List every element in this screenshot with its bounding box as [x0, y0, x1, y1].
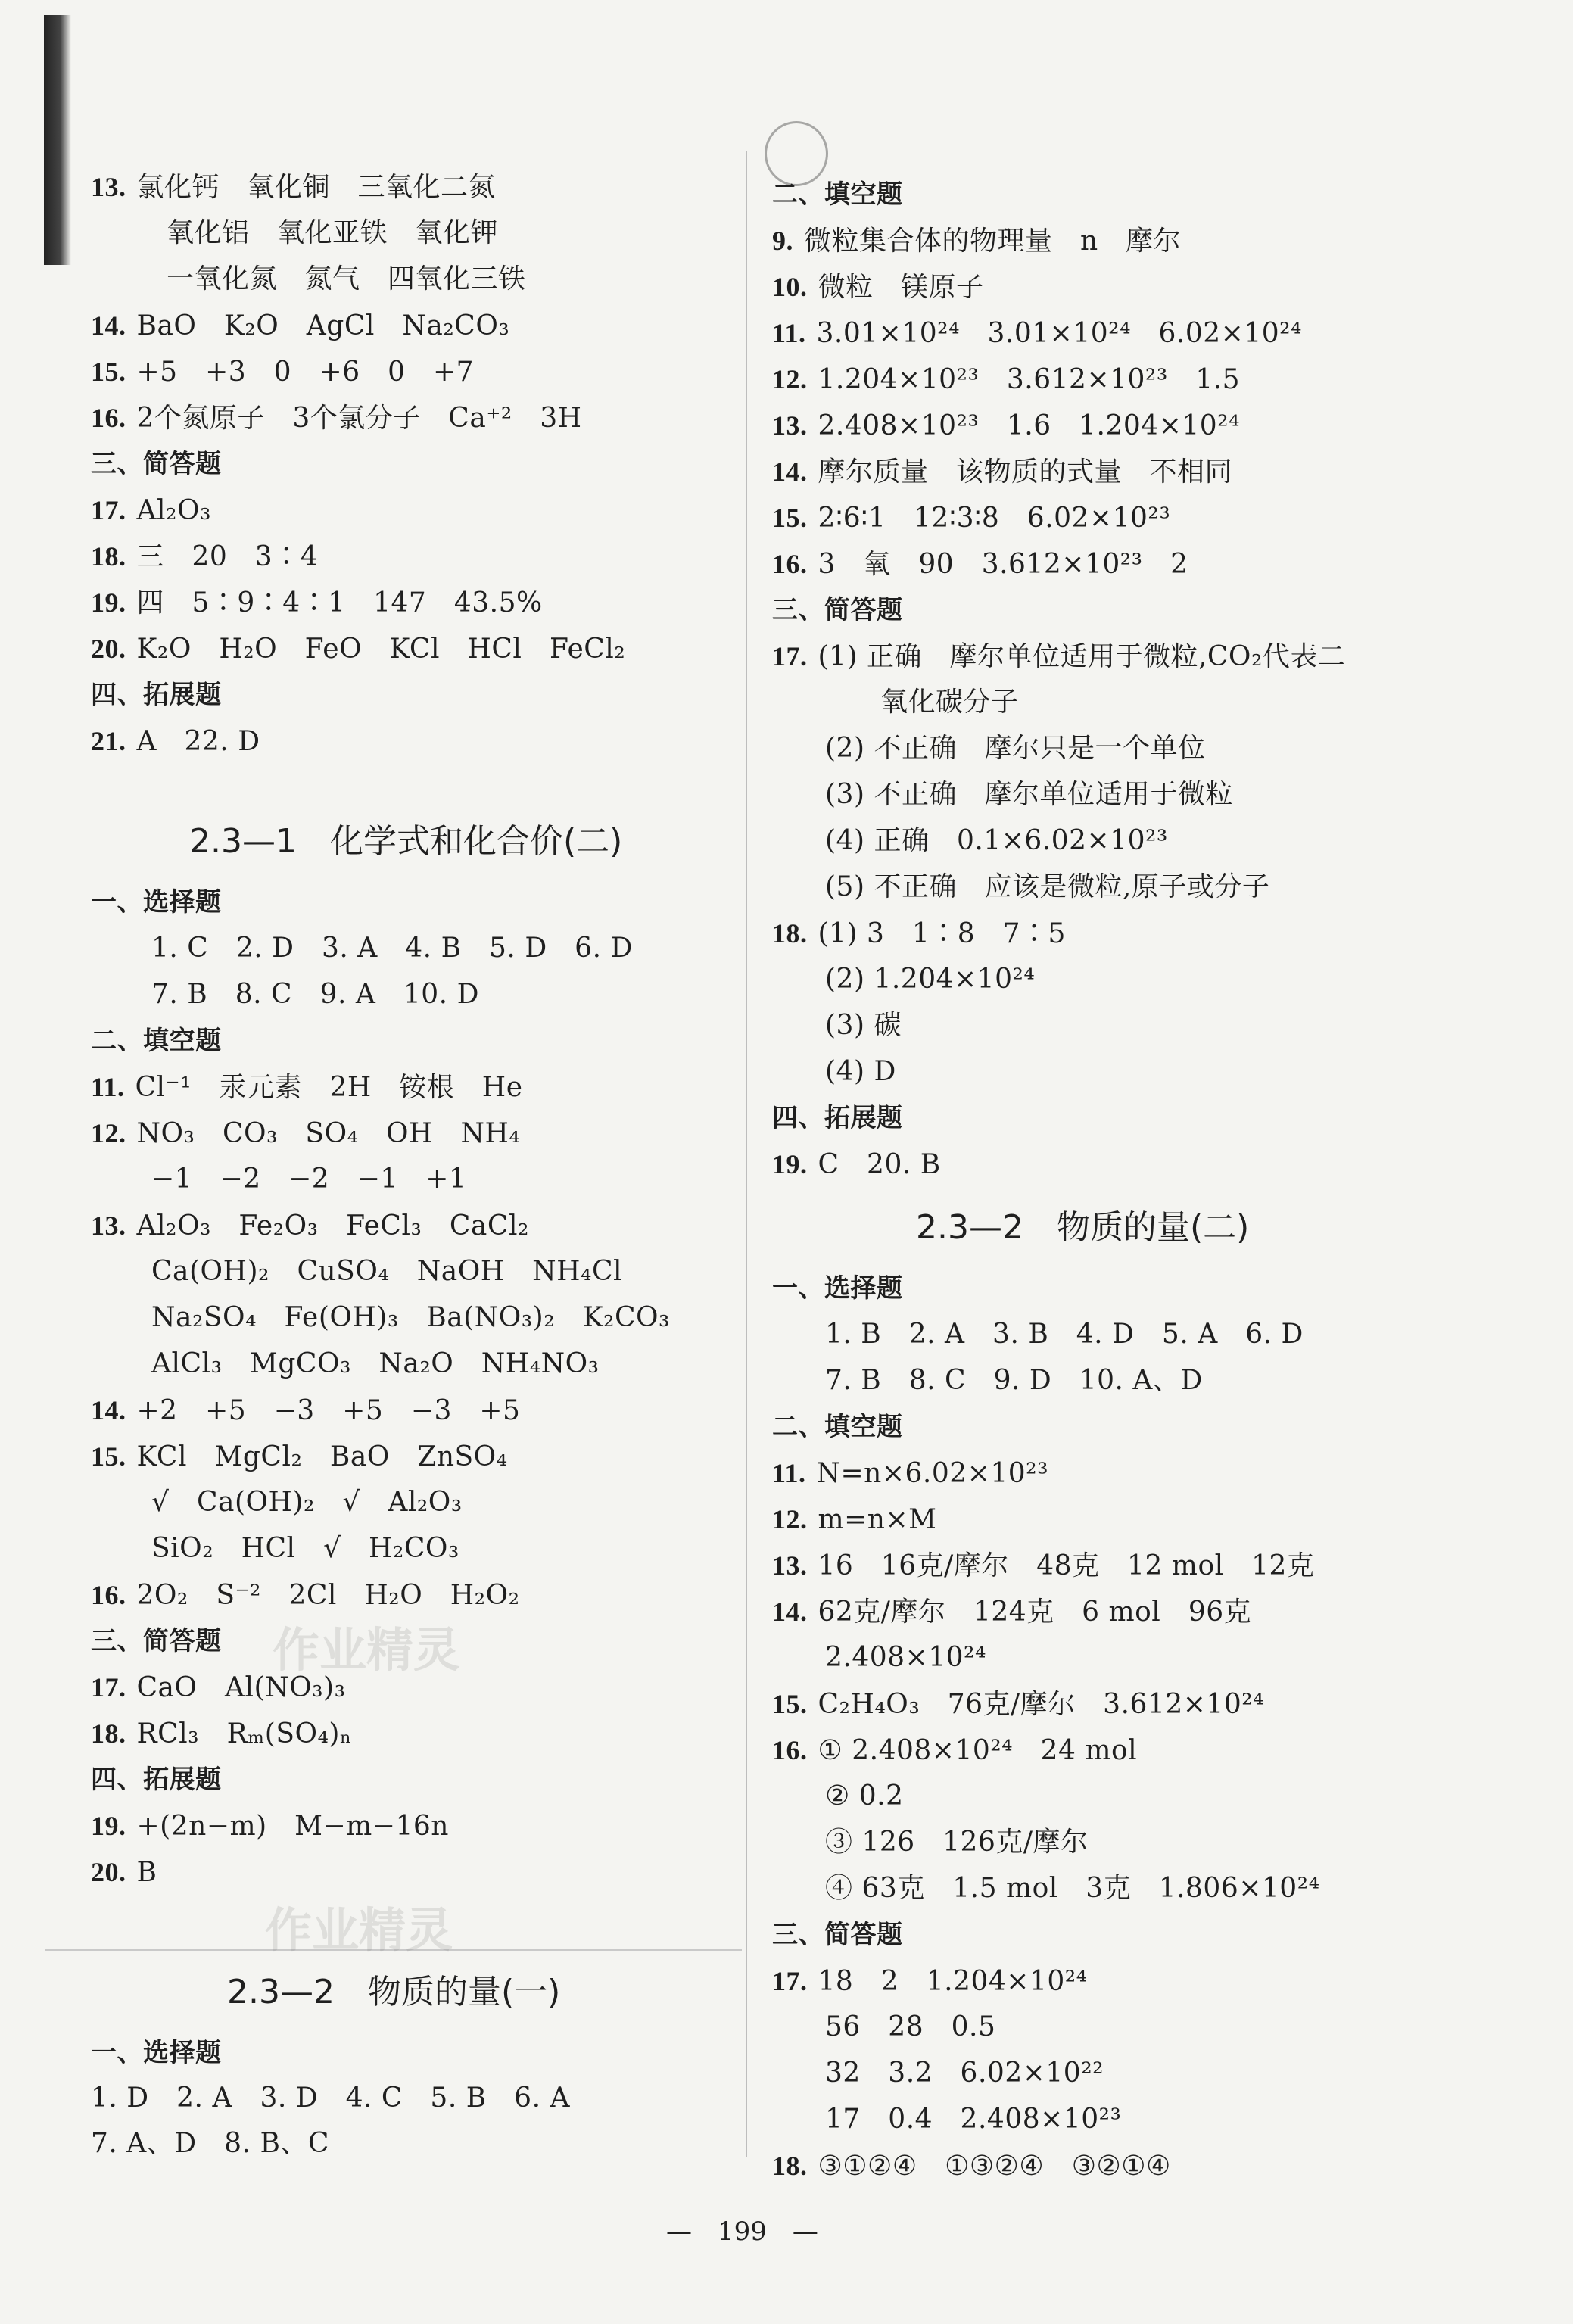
answer-text: ① 2.408×10²⁴ 24 mol [818, 1735, 1138, 1766]
question-number: 19. [91, 587, 126, 618]
answer-line [772, 1549, 1314, 1583]
answer-line [825, 963, 1035, 996]
answer-text: KCl MgCl₂ BaO ZnSO₄ [136, 1441, 508, 1472]
answer-text: (1) 3 1∶8 7∶5 [818, 918, 1066, 949]
answer-text: 18 2 1.204×10²⁴ [818, 1966, 1088, 1997]
answer-text: (5) 不正确 应该是微粒,原子或分子 [825, 871, 1270, 902]
section-heading: 三、简答题 [91, 1626, 222, 1656]
question-number: 13. [91, 1210, 126, 1241]
question-number: 17. [772, 641, 808, 671]
answer-text: 四 5∶9∶4∶1 147 43.5% [136, 587, 543, 618]
answer-line [825, 1872, 1320, 1905]
answer-text: 7. A、D 8. B、C [91, 2128, 329, 2159]
question-number: 17. [91, 495, 126, 525]
answer-text: (4) D [825, 1056, 896, 1087]
answer-line [91, 309, 509, 343]
answer-text: 16 16克/摩尔 48克 12 mol 12克 [818, 1550, 1315, 1581]
answer-text: 7. B 8. C 9. A 10. D [151, 979, 479, 1010]
answer-text: 一氧化氮 氮气 四氧化三铁 [167, 263, 526, 294]
answer-line [91, 1809, 449, 1843]
answer-text: 氯化钙 氧化铜 三氧化二氮 [136, 172, 497, 203]
page-number: — 199 — [666, 2217, 818, 2247]
question-number: 19. [772, 1149, 808, 1179]
answer-line [825, 2011, 995, 2044]
section-heading: 一、选择题 [91, 2038, 222, 2068]
answer-text: 2O₂ S⁻² 2Cl H₂O H₂O₂ [136, 1580, 520, 1611]
question-number: 18. [772, 918, 808, 949]
section-heading: 一、选择题 [772, 1273, 903, 1304]
answer-line [91, 2082, 570, 2115]
question-number: 14. [772, 1597, 808, 1627]
question-number: 13. [772, 1550, 808, 1581]
answer-line [772, 316, 1302, 350]
answer-line [151, 1532, 459, 1565]
answer-text: N=n×6.02×10²³ [816, 1458, 1049, 1489]
answer-text: m=n×M [818, 1504, 937, 1535]
answer-line [825, 1826, 1089, 1859]
answer-text: Na₂SO₄ Fe(OH)₃ Ba(NO₃)₂ K₂CO₃ [151, 1302, 670, 1333]
answer-text: +(2n−m) M−m−16n [136, 1811, 449, 1842]
answer-text: (2) 不正确 摩尔只是一个单位 [825, 733, 1206, 764]
answer-line [772, 270, 984, 304]
answer-text: 56 28 0.5 [825, 2011, 996, 2042]
binding-shadow [44, 15, 71, 265]
section-heading: 一、选择题 [91, 887, 222, 917]
answer-text: 2.408×10²³ 1.6 1.204×10²⁴ [818, 410, 1241, 441]
question-number: 11. [772, 1458, 806, 1488]
question-number: 9. [772, 226, 793, 256]
question-number: 18. [91, 1718, 126, 1749]
answer-line [91, 2127, 329, 2160]
answer-text: 微粒 镁原子 [818, 272, 984, 303]
stamp-logo [765, 121, 828, 186]
answer-line [91, 724, 260, 759]
answer-text: 17 0.4 2.408×10²³ [825, 2104, 1122, 2135]
answer-line [772, 1734, 1137, 1768]
answer-line [91, 1209, 529, 1243]
answer-line [825, 1009, 902, 1042]
answer-text: ③ 126 126克/摩尔 [825, 1827, 1089, 1858]
question-number: 14. [772, 456, 808, 487]
answer-text: 1.204×10²³ 3.612×10²³ 1.5 [818, 364, 1241, 395]
answer-line [772, 409, 1240, 443]
answer-text: +2 +5 −3 +5 −3 +5 [136, 1395, 521, 1426]
section-heading: 四、拓展题 [91, 680, 222, 710]
answer-line [772, 2149, 1171, 2183]
question-number: 15. [91, 1441, 126, 1472]
answer-line [151, 1347, 600, 1381]
section-heading: 二、填空题 [772, 179, 903, 210]
answer-line [825, 1364, 1203, 1397]
section-title: 2.3—2 物质的量(二) [916, 1208, 1250, 1247]
answer-text: 1. D 2. A 3. D 4. C 5. B 6. A [91, 2083, 570, 2114]
answer-text: A 22. D [136, 726, 260, 757]
answer-line [825, 732, 1205, 765]
answer-line [825, 1055, 896, 1089]
answer-line [772, 1595, 1251, 1629]
section-heading: 三、简答题 [91, 449, 222, 479]
question-number: 16. [772, 1735, 808, 1765]
answer-text: ④ 63克 1.5 mol 3克 1.806×10²⁴ [825, 1873, 1320, 1904]
section-heading: 二、填空题 [772, 1412, 903, 1442]
answer-line [825, 2057, 1104, 2090]
answer-text: 1. B 2. A 3. B 4. D 5. A 6. D [825, 1319, 1304, 1350]
answer-line [151, 1486, 463, 1519]
answer-line [825, 1641, 986, 1674]
answer-line [91, 540, 318, 574]
watermark: 作业精灵 [273, 1622, 461, 1678]
question-number: 12. [772, 364, 808, 394]
answer-text: Al₂O₃ Fe₂O₃ FeCl₃ CaCl₂ [136, 1210, 529, 1241]
answer-line [825, 824, 1168, 858]
answer-line [91, 1855, 157, 1889]
answer-line [825, 686, 1019, 719]
answer-line [772, 1503, 937, 1537]
answer-line [151, 1301, 670, 1335]
answer-text: 三 20 3∶4 [136, 541, 319, 572]
column-divider [746, 151, 747, 2157]
question-number: 21. [91, 726, 126, 756]
answer-text: (3) 不正确 摩尔单位适用于微粒 [825, 779, 1233, 810]
question-number: 11. [91, 1072, 125, 1102]
question-number: 11. [772, 318, 806, 348]
answer-line [772, 1964, 1088, 1998]
section-heading: 二、填空题 [91, 1026, 222, 1056]
answer-text: 2个氮原子 3个氯分子 Ca⁺² 3H [136, 403, 582, 434]
answer-text: Al₂O₃ [136, 495, 211, 526]
answer-line [91, 1070, 523, 1104]
answer-line [825, 2103, 1121, 2136]
question-number: 17. [91, 1672, 126, 1703]
answer-line [772, 1148, 941, 1182]
answer-line [91, 1717, 352, 1751]
answer-line [772, 455, 1232, 489]
answer-text: C₂H₄O₃ 76克/摩尔 3.612×10²⁴ [818, 1689, 1265, 1720]
answer-text: (1) 正确 摩尔单位适用于微粒,CO₂代表二 [818, 641, 1346, 672]
answer-line [772, 640, 1345, 674]
answer-line [91, 494, 211, 528]
answer-text: 7. B 8. C 9. D 10. A、D [825, 1365, 1203, 1396]
answer-text: C 20. B [818, 1149, 941, 1180]
answer-line [151, 978, 479, 1011]
answer-text: B [136, 1857, 157, 1888]
question-number: 15. [772, 1689, 808, 1719]
section-heading: 四、拓展题 [91, 1765, 222, 1795]
section-title: 2.3—2 物质的量(一) [227, 1973, 561, 2011]
answer-text: SiO₂ HCl √ H₂CO₃ [151, 1533, 459, 1564]
answer-text: K₂O H₂O FeO KCl HCl FeCl₂ [136, 634, 626, 665]
watermark: 作业精灵 [265, 1902, 453, 1958]
answer-line [825, 1318, 1304, 1351]
answer-text: −1 −2 −2 −1 +1 [151, 1164, 467, 1195]
section-heading: 三、简答题 [772, 1920, 903, 1950]
question-number: 15. [772, 503, 808, 533]
answer-line [772, 547, 1188, 581]
question-number: 12. [91, 1118, 126, 1148]
answer-line [91, 401, 582, 435]
question-number: 17. [772, 1966, 808, 1996]
question-number: 16. [91, 403, 126, 433]
answer-line [772, 224, 1181, 258]
answer-line [825, 871, 1269, 904]
answer-line [772, 917, 1066, 951]
answer-text: 氧化碳分子 [825, 687, 1019, 718]
question-number: 14. [91, 310, 126, 341]
answer-text: 32 3.2 6.02×10²² [825, 2058, 1104, 2089]
question-number: 15. [91, 357, 126, 387]
question-number: 20. [91, 634, 126, 664]
question-number: 16. [772, 549, 808, 579]
answer-line [151, 932, 633, 965]
question-number: 10. [772, 272, 808, 302]
answer-text: 62克/摩尔 124克 6 mol 96克 [818, 1597, 1252, 1628]
answer-text: Cl⁻¹ 汞元素 2H 铵根 He [135, 1072, 523, 1103]
answer-text: Ca(OH)₂ CuSO₄ NaOH NH₄Cl [151, 1256, 623, 1287]
answer-text: CaO Al(NO₃)₃ [136, 1672, 346, 1703]
answer-line [772, 1687, 1264, 1721]
answer-line [151, 1255, 622, 1288]
answer-line [772, 1456, 1048, 1491]
answer-line [91, 1578, 520, 1612]
answer-text: 3.01×10²⁴ 3.01×10²⁴ 6.02×10²⁴ [816, 318, 1302, 349]
answer-line [772, 501, 1170, 535]
answer-line [91, 586, 543, 620]
answer-text: 2∶6∶1 12∶3∶8 6.02×10²³ [818, 503, 1171, 534]
answer-text: +5 +3 0 +6 0 +7 [136, 357, 475, 388]
answer-text: NO₃ CO₃ SO₄ OH NH₄ [136, 1118, 521, 1149]
answer-text: (4) 正确 0.1×6.02×10²³ [825, 825, 1168, 856]
answer-line [91, 355, 474, 389]
section-heading: 四、拓展题 [772, 1103, 903, 1133]
answer-text: ③①②④ ①③②④ ③②①④ [818, 2151, 1171, 2182]
answer-line [151, 1163, 466, 1196]
answer-line [167, 217, 498, 250]
question-number: 18. [91, 541, 126, 572]
answer-text: √ Ca(OH)₂ √ Al₂O₃ [151, 1487, 463, 1518]
answer-line [91, 632, 625, 666]
answer-line [825, 1780, 903, 1813]
answer-text: AlCl₃ MgCO₃ Na₂O NH₄NO₃ [151, 1348, 600, 1379]
answer-text: (3) 碳 [825, 1010, 902, 1041]
question-number: 14. [91, 1395, 126, 1425]
section-title: 2.3—1 化学式和化合价(二) [189, 822, 623, 861]
question-number: 13. [772, 410, 808, 441]
answer-line [91, 1117, 520, 1151]
answer-text: 氧化铝 氧化亚铁 氧化钾 [167, 217, 499, 248]
answer-text: ② 0.2 [825, 1780, 904, 1812]
question-number: 19. [91, 1811, 126, 1841]
answer-line [825, 778, 1233, 812]
answer-text: (2) 1.204×10²⁴ [825, 964, 1036, 995]
answer-line [91, 170, 496, 204]
question-number: 13. [91, 172, 126, 202]
answer-text: 1. C 2. D 3. A 4. B 5. D 6. D [151, 933, 633, 964]
answer-line [167, 263, 526, 296]
answer-text: BaO K₂O AgCl Na₂CO₃ [136, 310, 510, 341]
answer-line [91, 1394, 520, 1428]
answer-line [91, 1440, 508, 1474]
answer-text: 摩尔质量 该物质的式量 不相同 [818, 456, 1233, 488]
answer-text: 微粒集合体的物理量 n 摩尔 [804, 226, 1182, 257]
answer-text: RCl₃ Rₘ(SO₄)ₙ [136, 1718, 353, 1749]
question-number: 16. [91, 1580, 126, 1610]
question-number: 18. [772, 2151, 808, 2181]
answer-line [772, 363, 1240, 397]
section-heading: 三、简答题 [772, 595, 903, 625]
answer-text: 2.408×10²⁴ [825, 1642, 986, 1673]
question-number: 12. [772, 1504, 808, 1534]
question-number: 20. [91, 1857, 126, 1887]
answer-text: 3 氧 90 3.612×10²³ 2 [818, 549, 1188, 580]
